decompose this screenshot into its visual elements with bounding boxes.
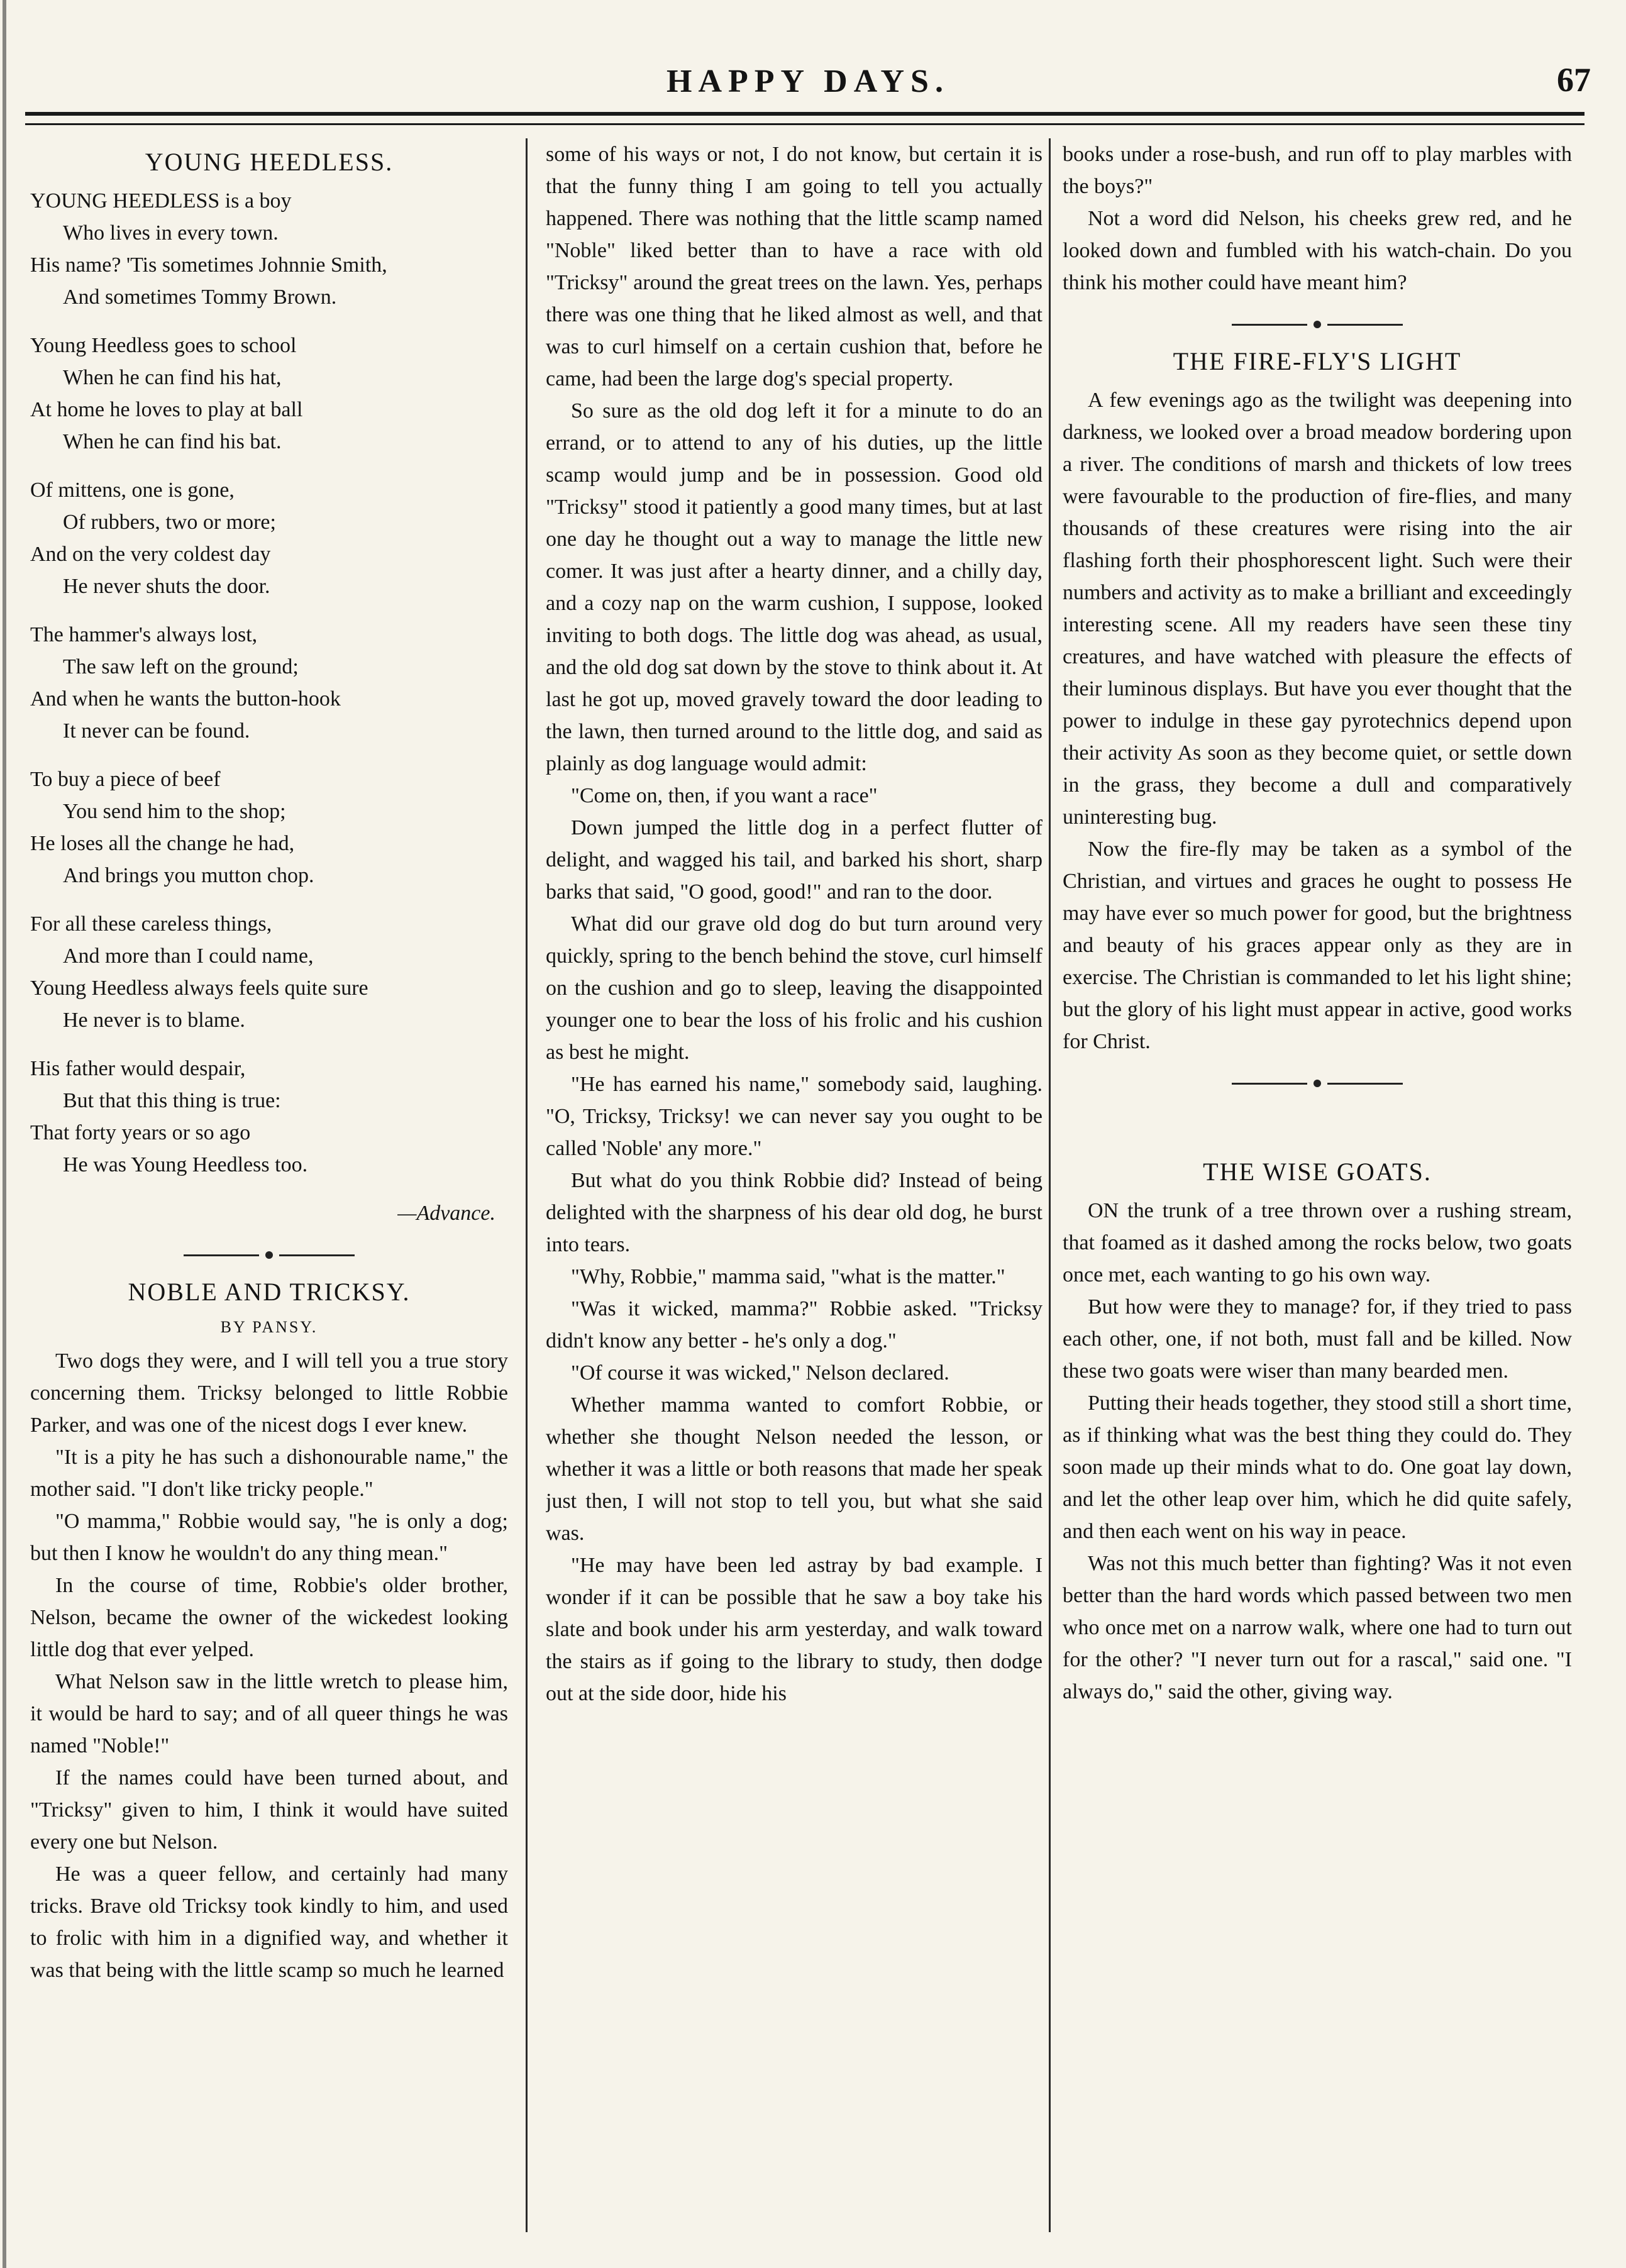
header-rule [25, 112, 1585, 116]
poem-line: Young Heedless goes to school [30, 334, 297, 357]
poem-line: Of mittens, one is gone, [30, 478, 235, 502]
poem-line: It never can be found. [63, 719, 250, 743]
poem-line: His name? 'Tis sometimes Johnnie Smith, [30, 253, 387, 277]
paragraph: Down jumped the little dog in a perfect flutter of delight, and wagged his tail, and barked his short, sharp barks that said, "O good, good!" and ran to the door. [546, 816, 1043, 904]
poem-line: YOUNG HEEDLESS is a boy [30, 189, 292, 213]
poem-line: And when he wants the button-hook [30, 687, 341, 711]
paragraph: If the names could have been turned about, and "Tricksy" given to him, I think it would have suited every one but Nelson. [30, 1766, 508, 1854]
paragraph: In the course of time, Robbie's older brother, Nelson, became the owner of the wickedest looking little dog that ever yelped. [30, 1574, 508, 1661]
story-body-continued [546, 138, 1043, 1710]
poem-line: Who lives in every town. [63, 221, 279, 245]
poem-body [30, 185, 508, 1181]
poem-stanza [30, 908, 508, 1036]
header-rule-thin [25, 123, 1585, 125]
poem-line: Of rubbers, two or more; [63, 511, 276, 534]
story-body-end [1063, 138, 1572, 299]
paragraph: Two dogs they were, and I will tell you a true story concerning them. Tricksy belonged to little Robbie Parker, and was one of the nicest dogs I ever knew. [30, 1349, 508, 1437]
paragraph: So sure as the old dog left it for a minute to do an errand, or to attend to any of his duties, up the little scamp would jump and be in possession. Good old "Tricksy" stood it patiently a good many times, but at last one day he thought out a way to manage the little new comer. It was just after a hearty dinner, and a chilly day, and a cozy nap on the warm cushion, I suppose, looked inviting to both dogs. The little dog was ahead, as usual, and the old dog sat down by the stove to think about it. At last he got up, moved gravely toward the door leading to the lawn, then turned around to the little dog, and said as plainly as dog language would admit: [546, 399, 1043, 775]
paragraph: Was not this much better than fighting? Was it not even better than the hard words which passed between two men who once met on a narrow walk, where one had to turn out for the other? "I never turn out for a rascal," said one. "I always do," said the other, giving way. [1063, 1552, 1572, 1703]
paragraph: "It is a pity he has such a dishonourable name," the mother said. "I don't like tricky people." [30, 1446, 508, 1501]
poem-stanza [30, 763, 508, 892]
story-byline: BY PANSY. [220, 1318, 318, 1336]
paragraph: Not a word did Nelson, his cheeks grew red, and he looked down and fumbled with his watch-chain. Do you think his mother could have meant him? [1063, 207, 1572, 294]
column-divider [1049, 138, 1051, 2232]
paragraph: "Of course it was wicked," Nelson declared. [571, 1361, 949, 1385]
column-3 [1063, 138, 1572, 2232]
poem-line: But that this thing is true: [63, 1089, 281, 1112]
paragraph: Now the fire-fly may be taken as a symbol of the Christian, and virtues and graces he ought to possess He may have ever so much power for good, but the brightness and beauty of his graces appear only as they are in exercise. The Christian is commanded to let his light shine; but the glory of his light must appear in active, good works for Christ. [1063, 838, 1572, 1053]
poem-line: That forty years or so ago [30, 1121, 251, 1144]
poem-line: And more than I could name, [63, 944, 314, 968]
poem-line: You send him to the shop; [63, 800, 286, 823]
paragraph: But what do you think Robbie did? Instead of being delighted with the sharpness of his dear old dog, he burst into tears. [546, 1169, 1043, 1256]
poem-line: He loses all the change he had, [30, 832, 295, 855]
paragraph: "He has earned his name," somebody said, laughing. "O, Tricksy, Tricksy! we can never say you ought to be called 'Noble' any more." [546, 1073, 1043, 1160]
poem-stanza [30, 185, 508, 313]
section-separator [1063, 313, 1572, 334]
column-divider [526, 138, 528, 2232]
section-separator [1063, 1071, 1572, 1093]
poem-stanza [30, 1053, 508, 1181]
column-2 [546, 138, 1043, 2232]
paragraph: Whether mamma wanted to comfort Robbie, or whether she thought Nelson needed the lesson, or whether it was a little or both reasons that made her speak just then, I will not stop to tell you, but what she said was. [546, 1393, 1043, 1545]
poem-line: For all these careless things, [30, 912, 272, 936]
poem-line: And sometimes Tommy Brown. [63, 285, 337, 309]
paragraph: But how were they to manage? for, if they tried to pass each other, one, if not both, must fall and be killed. Now these two goats were wiser than many bearded men. [1063, 1295, 1572, 1383]
page-header [25, 57, 1591, 113]
binding-edge [3, 0, 6, 2268]
poem-line: He never shuts the door. [63, 575, 270, 598]
poem-stanza [30, 474, 508, 602]
poem-line: When he can find his bat. [63, 430, 282, 453]
paragraph: He was a queer fellow, and certainly had many tricks. Brave old Tricksy took kindly to him, and used to frolic with him in a dignified way, and whether it was that being with the little scamp so much he learned [30, 1862, 508, 1982]
page-number: 67 [1557, 61, 1591, 99]
paragraph: books under a rose-bush, and run off to play marbles with the boys?" [1063, 143, 1572, 198]
story-body [30, 1345, 508, 1986]
goats-body [1063, 1195, 1572, 1708]
publication-title: HAPPY DAYS. [666, 64, 949, 99]
firefly-title: THE FIRE-FLY'S LIGHT [1173, 347, 1462, 375]
firefly-body [1063, 384, 1572, 1058]
poem-line: And on the very coldest day [30, 543, 271, 566]
paragraph: "Come on, then, if you want a race" [571, 784, 878, 807]
poem-title: YOUNG HEEDLESS. [145, 148, 394, 176]
paragraph: What Nelson saw in the little wretch to please him, it would be hard to say; and of all queer things he was named "Noble!" [30, 1670, 508, 1757]
poem-stanza [30, 619, 508, 747]
paragraph: "He may have been led astray by bad example. I wonder if it can be possible that he saw a boy take his slate and book under his arm yesterday, and walk toward the stairs as if going to the library to study, then dodge out at the side door, hide his [546, 1554, 1043, 1705]
section-separator [30, 1243, 508, 1264]
poem-credit: —Advance. [397, 1202, 495, 1225]
paragraph: ON the trunk of a tree thrown over a rushing stream, that foamed as it dashed among the rocks below, two goats once met, each wanting to go his own way. [1063, 1199, 1572, 1286]
column-1 [30, 138, 508, 2232]
paragraph: "O mamma," Robbie would say, "he is only a dog; but then I know he wouldn't do any thing mean." [30, 1510, 508, 1565]
paragraph: "Why, Robbie," mamma said, "what is the matter." [571, 1265, 1005, 1288]
poem-line: His father would despair, [30, 1057, 246, 1080]
poem-line: He never is to blame. [63, 1009, 245, 1032]
paragraph: "Was it wicked, mamma?" Robbie asked. "Tricksy didn't know any better - he's only a dog." [546, 1297, 1043, 1353]
goats-title: THE WISE GOATS. [1203, 1158, 1432, 1186]
paragraph: some of his ways or not, I do not know, but certain it is that the funny thing I am going to tell you actually happened. There was nothing that the little scamp named "Noble" liked better than to have a race with old "Tricksy" around the great trees on the lawn. Yes, perhaps there was one thing that he liked almost as well, and that was to curl himself on a certain cushion that, before he came, had been the large dog's special property. [546, 143, 1043, 390]
poem-line: The saw left on the ground; [63, 655, 299, 678]
poem-line: He was Young Heedless too. [63, 1153, 308, 1176]
poem-line: And brings you mutton chop. [63, 864, 314, 887]
paragraph: Putting their heads together, they stood still a short time, as if thinking what was the best thing they could do. They soon made up their minds what to do. One goat lay down, and let the other leap over him, which he did quite safely, and then each went on his way in peace. [1063, 1391, 1572, 1543]
poem-line: When he can find his hat, [63, 366, 282, 389]
poem-line: To buy a piece of beef [30, 768, 221, 791]
poem-line: At home he loves to play at ball [30, 398, 303, 421]
poem-line: Young Heedless always feels quite sure [30, 976, 368, 1000]
paragraph: A few evenings ago as the twilight was deepening into darkness, we looked over a broad meadow bordering upon a river. The conditions of marsh and thickets of low trees were favourable to the production of fire-flies, and many thousands of these creatures were rising into the air flashing forth their phosphorescent light. Such were their numbers and activity as to make a brilliant and exceedingly interesting scene. All my readers have seen these tiny creatures, and have watched with pleasure the effects of their luminous displays. But have you ever thought that the power to indulge in these gay pyrotechnics depend upon their activity As soon as they become quiet, or settle down in the grass, they become a dull and comparatively uninteresting bug. [1063, 389, 1572, 829]
poem-stanza [30, 329, 508, 458]
poem-line: The hammer's always lost, [30, 623, 258, 646]
story-title: NOBLE AND TRICKSY. [128, 1278, 411, 1306]
paragraph: What did our grave old dog do but turn around very quickly, spring to the bench behind the stove, curl himself on the cushion and go to sleep, leaving the disappointed younger one to bear the loss of his frolic and his cushion as best he might. [546, 912, 1043, 1064]
